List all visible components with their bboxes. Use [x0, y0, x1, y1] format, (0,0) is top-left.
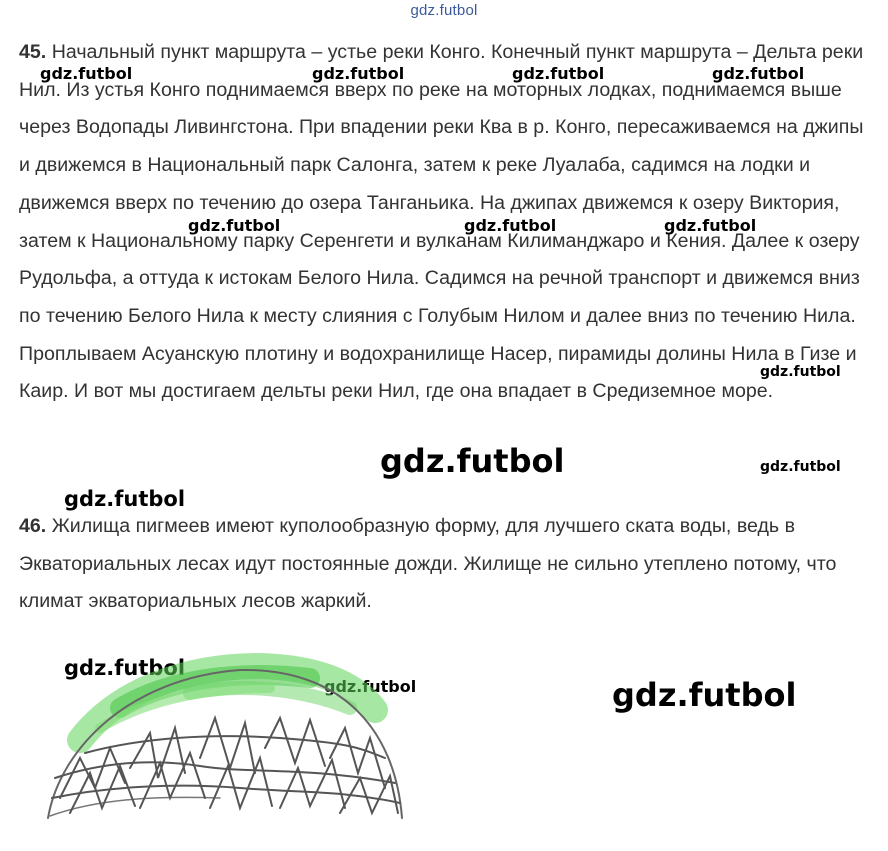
watermark: gdz.futbol — [380, 442, 565, 480]
watermark: gdz.futbol — [612, 676, 797, 714]
watermark: gdz.futbol — [712, 64, 805, 83]
watermark: gdz.futbol — [64, 487, 186, 511]
answer-45-text: Начальный пункт маршрута – устье реки Конго. Конечный пункт маршрута – Дельта реки Нил. Из устья Конго поднимаемся вверх по реке на моторных лодках, поднимаемся выше через Водопады Ливингстона. При впадении реки Ква в р. Конго, пересаживаемся на джипы и движемся в Национальный парк Салонга, затем к реке Луалаба, садимся на лодки и движемся вверх по течению до озера Танганьика. На джипах движемся к озеру Виктория, затем к Национальному парку Серенгети и вулканам Килиманджаро и Кения. Далее к озеру Рудольфа, а оттуда к истокам Белого Нила. Садимся на речной транспорт и движемся вниз по течению Белого Нила к месту слияния с Голубым Нилом и далее вниз по течению Нила. Проплываем Асуанскую плотину и водохранилище Насер, пирамиды долины Нила в Гизе и Каир. И вот мы достигаем дельты реки Нил, где она впадает в Средиземное море. — [19, 41, 864, 403]
watermark: gdz.futbol — [760, 364, 841, 380]
watermark: gdz.futbol — [760, 459, 841, 475]
header-watermark: gdz.futbol — [410, 2, 478, 19]
watermark: gdz.futbol — [664, 216, 757, 235]
watermark: gdz.futbol — [188, 216, 281, 235]
pygmy-hut-drawing — [40, 648, 420, 823]
watermark: gdz.futbol — [324, 677, 417, 696]
watermark: gdz.futbol — [512, 64, 605, 83]
answer-46 — [19, 508, 879, 621]
answer-45-number: 45. — [19, 41, 47, 63]
watermark: gdz.futbol — [312, 64, 405, 83]
watermark: gdz.futbol — [464, 216, 557, 235]
watermark: gdz.futbol — [64, 656, 186, 680]
answer-46-text: Жилища пигмеев имеют куполообразную форму, для лучшего ската воды, ведь в Экваториальных лесах идут постоянные дожди. Жилище не сильно утеплено потому, что климат экваториальных лесов жаркий. — [19, 515, 837, 613]
watermark: gdz.futbol — [40, 64, 133, 83]
answer-46-number: 46. — [19, 515, 47, 537]
